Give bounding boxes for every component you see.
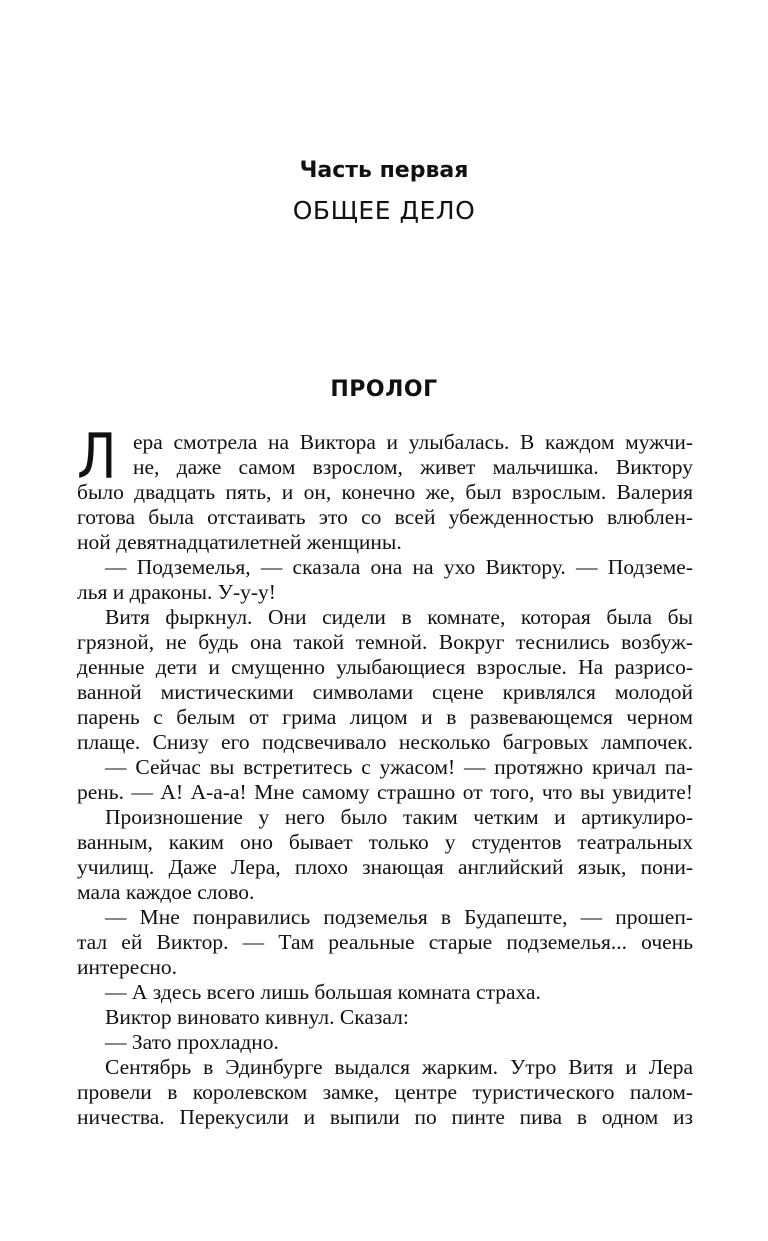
drop-cap: Л xyxy=(77,420,117,493)
text-line: рень. — А! А-а-а! Мне самому страшно от того, что вы увидите! xyxy=(77,780,693,804)
text-line: плаще. Снизу его подсвечивало несколько багровых лампочек. xyxy=(77,730,693,754)
part-label: Часть первая xyxy=(299,158,469,183)
text-line: Произношение у него было таким четким и артикулиро- xyxy=(105,805,693,829)
chapter-body xyxy=(77,420,693,1130)
text-line: интересно. xyxy=(77,955,177,979)
text-line: денные дети и смущенно улыбающиеся взрослые. На разрисо- xyxy=(77,655,693,679)
text-line: — А здесь всего лишь большая комната страха. xyxy=(105,980,541,1004)
text-line: — Зато прохладно. xyxy=(105,1030,279,1054)
text-line: ванным, каким оно бывает только у студентов театральных xyxy=(77,830,693,854)
part-title: ОБЩЕЕ ДЕЛО xyxy=(292,196,476,225)
text-line: лья и драконы. У-у-у! xyxy=(77,580,276,604)
text-line: мала каждое слово. xyxy=(77,880,255,904)
text-line: Витя фыркнул. Они сидели в комнате, которая была бы xyxy=(105,605,693,629)
text-line: готова была отстаивать это со всей убежденностью влюблен- xyxy=(77,505,693,529)
text-line: грязной, не будь она такой темной. Вокруг теснились возбуж- xyxy=(77,630,693,654)
text-line: — Сейчас вы встретитесь с ужасом! — протяжно кричал па- xyxy=(105,755,693,779)
text-line: Сентябрь в Эдинбурге выдался жарким. Утро Витя и Лера xyxy=(105,1055,693,1079)
text-line: парень с белым от грима лицом и в развевающемся черном xyxy=(77,705,693,729)
text-line: ничества. Перекусили и выпили по пинте пива в одном из xyxy=(77,1105,693,1129)
text-line: ванной мистическими символами сцене кривлялся молодой xyxy=(77,680,693,704)
text-line: провели в королевском замке, центре туристического палом- xyxy=(77,1080,693,1104)
text-line: — Подземелья, — сказала она на ухо Виктору. — Подземе- xyxy=(105,555,693,579)
text-line: училищ. Даже Лера, плохо знающая английский язык, пони- xyxy=(77,855,693,879)
chapter-title: ПРОЛОГ xyxy=(330,377,438,402)
text-line: ера смотрела на Виктора и улыбалась. В каждом мужчи- xyxy=(133,430,693,454)
text-line: тал ей Виктор. — Там реальные старые подземелья... очень xyxy=(77,930,693,954)
text-line: — Мне понравились подземелья в Будапеште, — прошеп- xyxy=(105,905,693,929)
text-line: ной девятнадцатилетней женщины. xyxy=(77,530,402,554)
text-line: не, даже самом взрослом, живет мальчишка. Виктору xyxy=(133,455,693,479)
text-line: было двадцать пять, и он, конечно же, был взрослым. Валерия xyxy=(77,480,693,504)
text-line: Виктор виновато кивнул. Сказал: xyxy=(105,1005,409,1029)
